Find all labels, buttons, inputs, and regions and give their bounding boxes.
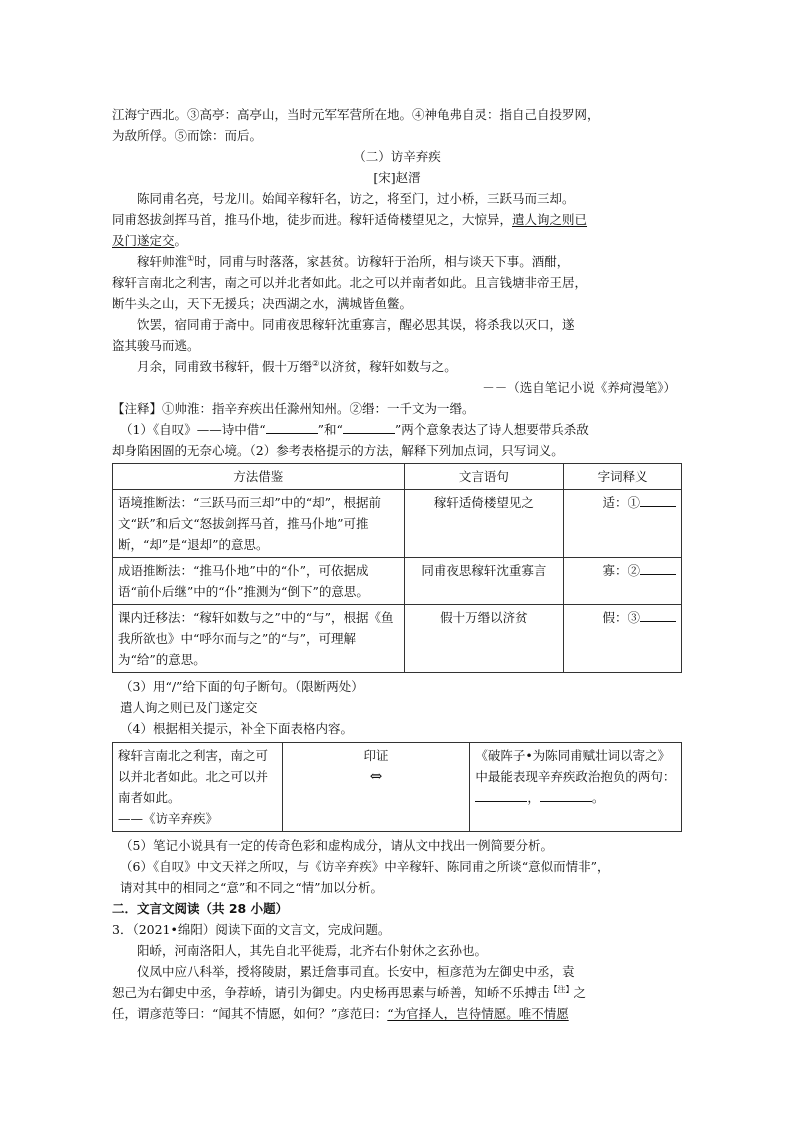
method-cell: 语境推断法：“三跃马而三却”中的“却”，根据前文“跃”和后文“怒拔剑挥马首，推马仆地”可推断，“却”是“退却”的意思。 xyxy=(113,490,405,558)
word-cell: 适：① xyxy=(564,490,682,558)
footnote-mark: ① xyxy=(187,253,195,263)
answer-blank[interactable] xyxy=(640,561,676,575)
underlined-text: 遣人询之则已 xyxy=(512,212,588,227)
document-page xyxy=(112,104,682,1024)
question-4: （4）根据相关提示，补全下面表格内容。 xyxy=(120,721,353,736)
evidence-table xyxy=(112,742,682,832)
method-cell: 课内迁移法：“稼轩如数与之”中的“与”，根据《鱼我所欲也》中“呼尔而与之”的“与”，可理解为“给”的意思。 xyxy=(113,605,405,673)
paragraph: 仪凤中应八科举，授将陵尉，累迁詹事司直。长安中，桓彦范为左御史中丞，袁 xyxy=(137,964,575,979)
section-heading: 二．文言文阅读（共 28 小题） xyxy=(112,901,289,916)
source-line: －－（选自笔记小说《养疴漫笔》） xyxy=(482,380,676,395)
paragraph: 稼轩言南北之利害，南之可以并北者如此。北之可以并南者如此。且言钱塘非帝王居， xyxy=(112,275,588,290)
underlined-text: 及门遂定交 xyxy=(112,233,175,248)
paragraph: 断牛头之山，天下无援兵；决西湖之水，满城皆鱼鳖。 xyxy=(112,296,413,311)
footnote-mark: 【注】 xyxy=(549,984,574,994)
word-cell: 寡：② xyxy=(564,558,682,605)
notes-line: 为敌所俘。⑤而馀：而后。 xyxy=(112,128,263,143)
table-row xyxy=(113,490,682,558)
method-cell: 成语推断法：“推马仆地”中的“仆”，可依据成语“前仆后继”中的“仆”推测为“倒下”的意思。 xyxy=(113,558,405,605)
paragraph: 饮罢，宿同甫于斋中。同甫夜思稼轩沈重寡言，醒必思其误，将杀我以灭口，遂 xyxy=(137,317,575,332)
sentence-cell: 同甫夜思稼轩沈重寡言 xyxy=(404,558,564,605)
paragraph: 恕己为右御史中丞，争荐峤，请引为御史。内史杨再思素与峤善，知峤不乐搏击$^{【注】}$之 xyxy=(112,984,587,1000)
double-arrow-icon: ⇔ xyxy=(369,767,383,785)
passage-title: （二）访辛弃疾 xyxy=(353,149,441,164)
paragraph: 阳峤，河南洛阳人，其先自北平徙焉，北齐右仆射休之玄孙也。 xyxy=(137,943,488,958)
paragraph: 陈同甫名亮，号龙川。始闻辛稼轩名，访之，将至门，过小桥，三跃马而三却。 xyxy=(137,191,575,206)
table-row xyxy=(113,743,682,832)
notes-line: 江海宁西北。③高亭：高亭山，当时元军军营所在地。④神龟弗自灵：指自己自投罗网， xyxy=(112,107,600,122)
underlined-text: “为官择人，岂待情愿。唯不情愿 xyxy=(387,1006,569,1021)
table-row xyxy=(113,605,682,673)
table-header: 字词释义 xyxy=(564,464,682,490)
question-2: 却身陷困圄的无奈心境。（2）参考表格提示的方法，解释下列加点词，只写词义。 xyxy=(112,443,564,458)
question-heading: 3．（2021•绵阳）阅读下面的文言文，完成问题。 xyxy=(112,922,391,937)
paragraph: 任，谓彦范等曰：“闻其不情愿，如何？”彦范曰：“为官择人，岂待情愿。唯不情愿 xyxy=(112,1006,569,1021)
answer-blank[interactable] xyxy=(343,420,395,434)
footnote-mark: ② xyxy=(312,358,320,368)
paragraph: 稼轩帅淮①时，同甫与时落落，家甚贫。访稼轩于治所，相与谈天下事。酒酣， xyxy=(137,253,570,269)
poem-cell: 《破阵子•为陈同甫赋壮词以寄之》中最能表现辛弃疾政治抱负的两句：， 。 xyxy=(470,743,682,832)
question-3-sentence[interactable]: 遣人询之则已及门遂定交 xyxy=(120,700,258,715)
question-5: （5）笔记小说具有一定的传奇色彩和虚构成分，请从文中找出一例简要分析。 xyxy=(120,838,553,853)
paragraph: 及门遂定交。 xyxy=(112,233,188,248)
table-header-row xyxy=(113,464,682,490)
paragraph: 同甫怒拔剑挥马首，推马仆地，徒步而进。稼轩适倚楼望见之，大惊异，遣人询之则已 xyxy=(112,212,588,227)
table-header: 方法借鉴 xyxy=(113,464,405,490)
sentence-cell: 稼轩适倚楼望见之 xyxy=(404,490,564,558)
answer-blank[interactable] xyxy=(640,493,676,507)
link-cell xyxy=(282,743,470,832)
vocab-table xyxy=(112,463,682,673)
table-row xyxy=(113,558,682,605)
passage-author: [宋]赵溍 xyxy=(373,170,421,185)
question-3: （3）用“/”给下面的句子断句。（限断两处） xyxy=(120,679,364,694)
word-cell: 假：③ xyxy=(564,605,682,673)
paragraph: 月余，同甫致书稼轩，假十万缗②以济贫，稼轩如数与之。 xyxy=(137,358,457,374)
quote-source: ——《访辛弃疾》 xyxy=(118,811,219,826)
annotation-notes: 【注释】①帅淮：指辛弃疾出任滁州知州。②缗：一千文为一缗。 xyxy=(112,401,475,416)
quote-cell: 稼轩言南北之利害，南之可以并北者如此。北之可以并南者如此。 ——《访辛弃疾》 xyxy=(113,743,283,832)
question-6: （6）《自叹》中文天祥之所叹，与《访辛弃疾》中辛稼轩、陈同甫之所谈“意似而情非”， xyxy=(120,859,610,874)
answer-blank[interactable] xyxy=(475,788,527,802)
question-1: （1）《自叹》——诗中借“ ”和“ ”两个意象表达了诗人想要带兵杀敌 xyxy=(120,422,589,437)
answer-blank[interactable] xyxy=(266,420,318,434)
link-label: 印证 xyxy=(363,748,389,763)
question-6-cont: 请对其中的相同之“意”和不同之“情”加以分析。 xyxy=(120,880,384,895)
sentence-cell: 假十万缗以济贫 xyxy=(404,605,564,673)
answer-blank[interactable] xyxy=(640,608,676,622)
paragraph: 盗其骏马而逃。 xyxy=(112,338,200,353)
table-header: 文言语句 xyxy=(404,464,564,490)
answer-blank[interactable] xyxy=(540,788,592,802)
